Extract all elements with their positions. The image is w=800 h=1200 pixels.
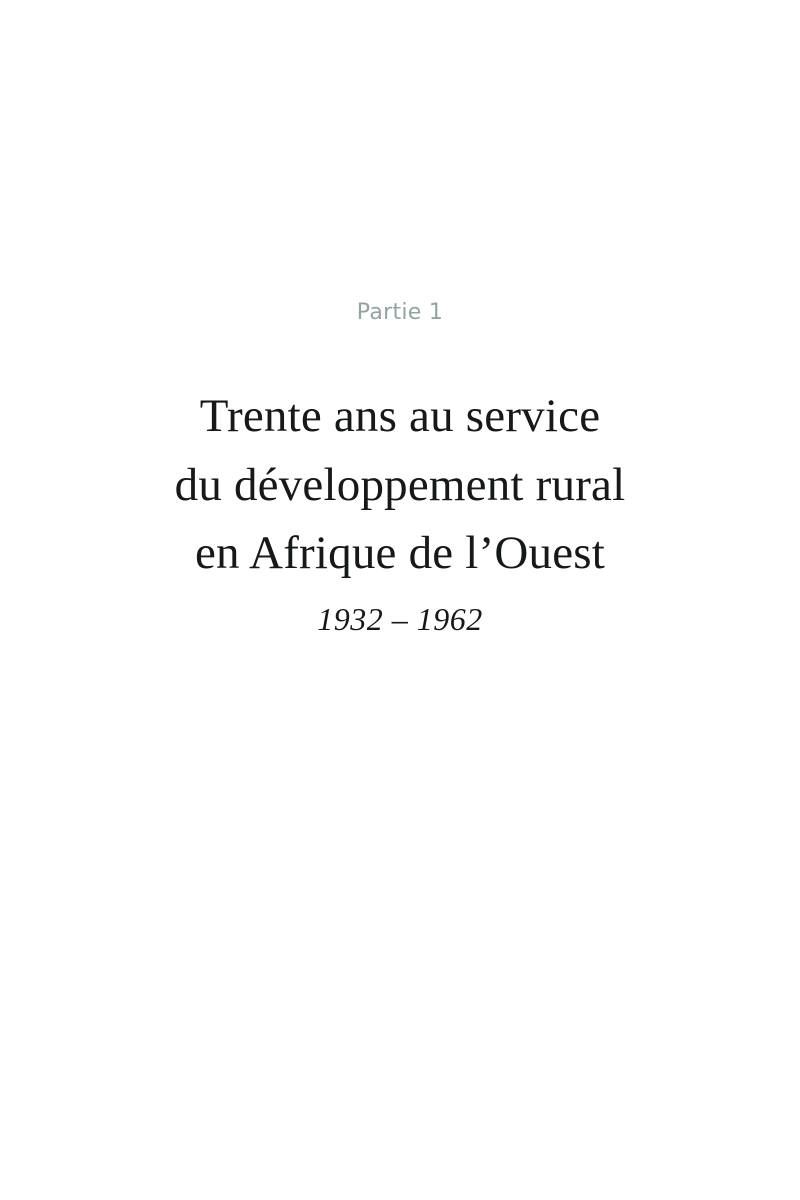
page-title-line-2: du développement rural	[174, 458, 626, 511]
page-title-line-1: Trente ans au service	[199, 390, 601, 443]
page-title	[0, 382, 800, 586]
page-title-line-3: en Afrique de l’Ouest	[194, 526, 606, 579]
page-subtitle-date-range: 1932 – 1962	[317, 600, 483, 637]
part-heading-block	[0, 300, 800, 640]
part-number-label: Partie 1	[356, 300, 444, 325]
